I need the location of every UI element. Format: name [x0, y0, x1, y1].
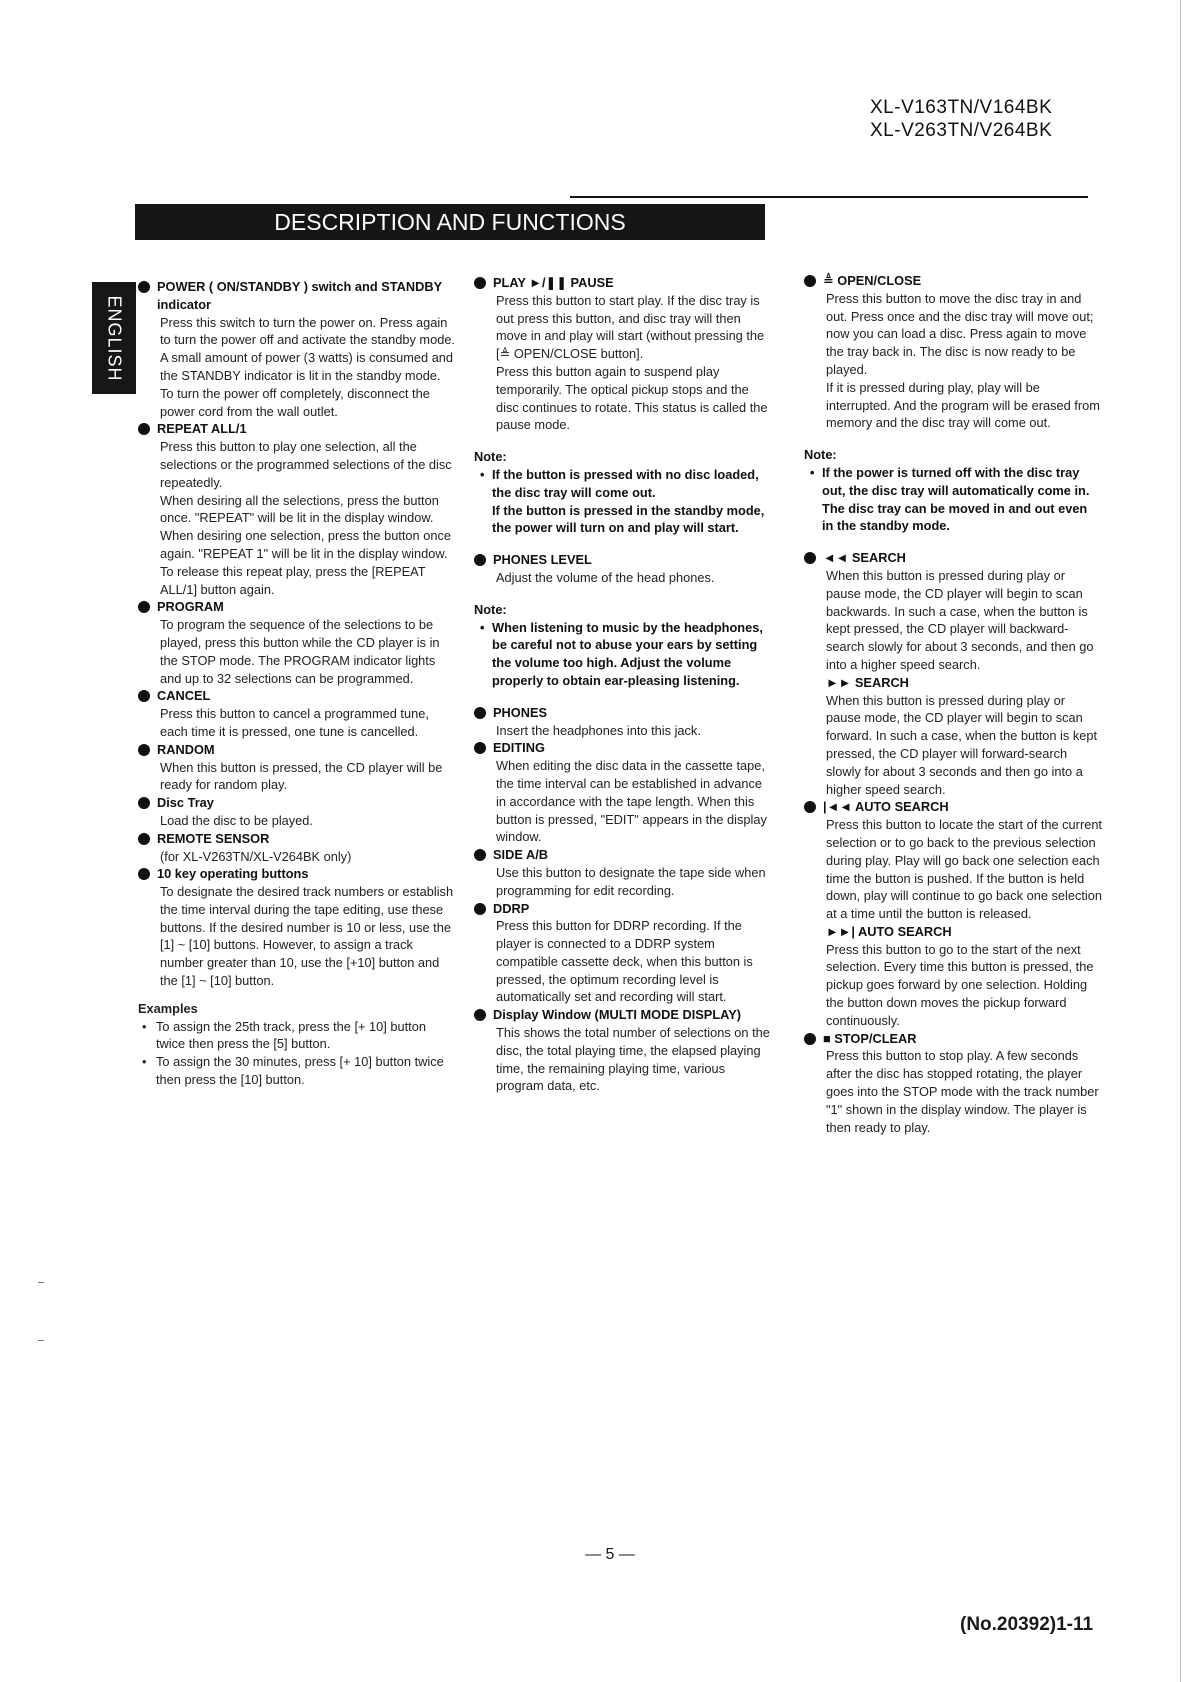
- bullet-icon: [474, 707, 486, 719]
- examples-title: Examples: [138, 1000, 198, 1016]
- item-power: [138, 278, 456, 420]
- item-heading: RANDOM: [157, 741, 215, 757]
- language-label: ENGLISH: [104, 294, 125, 382]
- bullet-dot-icon: •: [480, 619, 485, 635]
- item-cancel: [138, 687, 456, 740]
- item-body: (for XL-V263TN/XL-V264BK only): [160, 848, 352, 864]
- item-auto-search: [804, 798, 1102, 1029]
- item-heading: POWER ( ON/STANDBY ) switch and STANDBY indicator: [157, 279, 442, 312]
- item-heading: ■ STOP/CLEAR: [823, 1030, 917, 1046]
- page-number: — 5 —: [585, 1546, 635, 1563]
- bullet-icon: [804, 275, 816, 287]
- item-body: Use this button to designate the tape side when programming for edit recording.: [496, 864, 766, 898]
- bullet-icon: [474, 554, 486, 566]
- bullet-icon: [138, 868, 150, 880]
- bullet-dot-icon: •: [142, 1018, 147, 1034]
- note-item: [804, 464, 1102, 535]
- item-body: Press this switch to turn the power on. Press again to turn the power off and activate the standby mode.: [160, 314, 455, 348]
- item-heading: PHONES LEVEL: [493, 552, 592, 568]
- item-program: [138, 598, 456, 687]
- item-heading: 10 key operating buttons: [157, 866, 309, 882]
- bullet-icon: [138, 797, 150, 809]
- column-3: [804, 272, 1102, 1136]
- item-body: Adjust the volume of the head phones.: [496, 569, 715, 585]
- item-disc-tray: [138, 794, 456, 830]
- item-heading: PROGRAM: [157, 599, 224, 615]
- bullet-icon: [804, 552, 816, 564]
- bullet-icon: [474, 277, 486, 289]
- note-text: If the power is turned off with the disc tray out, the disc tray will automatically come in.: [822, 464, 1090, 498]
- bullet-icon: [138, 423, 150, 435]
- note-text: When listening to music by the headphones, be careful not to abuse your ears by setting the volume too high. Adjust the volume properly to obtain ear-pleasing listening.: [492, 619, 763, 688]
- item-body: Press this button to go to the start of the next selection. Every time this button is pressed, the pickup goes forward by one selection. Holding the button down moves the pickup forward continuously.: [826, 941, 1094, 1028]
- item-heading: ≜ OPEN/CLOSE: [823, 273, 922, 288]
- item-subheading: ►►| AUTO SEARCH: [826, 923, 952, 939]
- section-banner: [135, 204, 765, 240]
- document-number: (No.20392)1-11: [960, 1614, 1094, 1635]
- item-remote-sensor: [138, 830, 456, 866]
- bullet-icon: [474, 849, 486, 861]
- page-edge-line: [1180, 0, 1181, 1682]
- item-heading: REPEAT ALL/1: [157, 421, 247, 437]
- item-body: Press this button to start play. If the disc tray is out press this button, and disc tray will then move in and play will start (without pressing the [≜ OPEN/CLOSE button].: [496, 292, 765, 362]
- model-numbers: [870, 96, 1130, 142]
- item-body: A small amount of power (3 watts) is consumed and the STANDBY indicator is lit in the standby mode. To turn the power off completely, disconnect the power cord from the wall outlet.: [160, 350, 454, 419]
- item-body: Press this button to locate the start of the current selection or to go back to the previous selection during play. Play will go back one selection each time the button is pushed. If the button is held down, play will continue to go back one selection at a time until the button is released.: [826, 817, 1103, 922]
- item-heading: REMOTE SENSOR: [157, 830, 270, 846]
- note-title: Note:: [804, 447, 837, 463]
- item-body: When this button is pressed during play or pause mode, the CD player will begin to scan forward. In such a case, when the button is kept pressed, the CD player will forward-search slowly for about 3 seconds and then go into a higher speed search.: [826, 692, 1098, 797]
- example-item: [138, 1018, 456, 1054]
- item-body: When this button is pressed during play or pause mode, the CD player will begin to scan backwards. In such a case, when the button is kept pressed, the CD player will backward-search slowly for about 3 seconds, and then go into a higher speed search.: [826, 567, 1094, 672]
- item-body: Insert the headphones into this jack.: [496, 722, 701, 738]
- example-text: To assign the 25th track, press the [+ 10] button twice then press the [5] button.: [156, 1018, 426, 1052]
- note-text: If the button is pressed with no disc loaded, the disc tray will come out.: [492, 466, 759, 500]
- item-heading: PHONES: [493, 704, 548, 720]
- bullet-icon: [138, 744, 150, 756]
- item-body: When editing the disc data in the cassette tape, the time interval can be established in advance in accordance with the tape length. When this button is pressed, "EDIT" appears in the display window.: [496, 758, 767, 845]
- item-open-close: [804, 272, 1102, 432]
- item-phones: [474, 704, 774, 740]
- bullet-dot-icon: •: [480, 466, 485, 482]
- scan-speck: [38, 1282, 44, 1283]
- item-phones-level: [474, 551, 774, 587]
- bullet-icon: [138, 833, 150, 845]
- item-heading: Display Window (MULTI MODE DISPLAY): [493, 1007, 742, 1023]
- item-heading: SIDE A/B: [493, 847, 548, 863]
- item-play-pause: [474, 274, 774, 434]
- example-text: To assign the 30 minutes, press [+ 10] button twice then press the [10] button.: [156, 1054, 444, 1088]
- bullet-icon: [474, 1009, 486, 1021]
- bullet-icon: [804, 1033, 816, 1045]
- bullet-dot-icon: •: [810, 464, 815, 480]
- item-body: Load the disc to be played.: [160, 812, 313, 828]
- item-heading: ◄◄ SEARCH: [823, 550, 906, 566]
- item-search: [804, 549, 1102, 798]
- note-text: If the button is pressed in the standby mode, the power will turn on and play will start.: [492, 502, 765, 536]
- item-body: Press this button to cancel a programmed tune, each time it is pressed, one tune is cancelled.: [160, 706, 429, 739]
- note-title: Note:: [474, 449, 507, 465]
- item-heading: PLAY ►/❚❚ PAUSE: [493, 275, 614, 290]
- item-body: Press this button again to suspend play temporarily. The optical pickup stops and the disc continues to rotate. This status is called the pause mode.: [496, 363, 768, 433]
- header-rule: [570, 196, 1088, 198]
- item-body: To designate the desired track numbers or establish the time interval during the tape editing, use these buttons. If the desired number is 10 or less, use the [1] ~ [10] buttons. However, to assign a track number greater than 10, use the [+10] button and the [1] ~ [10] button.: [160, 884, 454, 989]
- language-tab: [92, 282, 136, 394]
- item-body: Press this button to move the disc tray in and out. Press once and the disc tray will move out; now you can load a disc. Press again to move the tray back in. The disc is now ready to be played.: [826, 290, 1094, 377]
- section-title: DESCRIPTION AND FUNCTIONS: [274, 209, 626, 235]
- item-heading: DDRP: [493, 900, 530, 916]
- bullet-icon: [138, 281, 150, 293]
- item-heading: Disc Tray: [157, 795, 214, 811]
- column-2: [474, 274, 774, 1095]
- model-line-1: XL-V163TN/V164BK: [870, 97, 1053, 118]
- note-item: [474, 466, 774, 537]
- bullet-dot-icon: •: [142, 1054, 147, 1070]
- note-title: Note:: [474, 601, 507, 617]
- column-1: [138, 278, 456, 1089]
- bullet-icon: [804, 801, 816, 813]
- note-item: [474, 619, 774, 690]
- item-editing: [474, 739, 774, 846]
- item-display-window: [474, 1006, 774, 1095]
- item-body: When desiring all the selections, press the button once. "REPEAT" will be lit in the display window. When desiring one selection, press the button once again. "REPEAT 1" will be lit in the display window. To release this repeat play, press the [REPEAT ALL/1] button again.: [160, 492, 451, 597]
- item-body: When this button is pressed, the CD player will be ready for random play.: [160, 759, 443, 793]
- item-random: [138, 741, 456, 794]
- example-item: [138, 1053, 456, 1089]
- item-body: This shows the total number of selections on the disc, the total playing time, the elapsed playing time, the remaining playing time, various program data, etc.: [496, 1025, 770, 1094]
- item-side-ab: [474, 846, 774, 899]
- bullet-icon: [474, 903, 486, 915]
- item-stop-clear: [804, 1030, 1102, 1137]
- item-ten-key: [138, 865, 456, 990]
- bullet-icon: [138, 690, 150, 702]
- model-line-2: XL-V263TN/V264BK: [870, 120, 1053, 141]
- item-body: Press this button to play one selection, all the selections or the programmed selections of the disc repeatedly.: [160, 439, 452, 490]
- item-heading: |◄◄ AUTO SEARCH: [823, 799, 949, 815]
- item-heading: CANCEL: [157, 688, 211, 704]
- item-body: Press this button to stop play. A few seconds after the disc has stopped rotating, the player goes into the STOP mode with the track number "1" shown in the display window. The player is then ready to play.: [826, 1048, 1099, 1135]
- bullet-icon: [474, 742, 486, 754]
- item-ddrp: [474, 900, 774, 1007]
- item-heading: EDITING: [493, 740, 545, 756]
- item-body: To program the sequence of the selections to be played, press this button while the CD player is in the STOP mode. The PROGRAM indicator lights and up to 32 selections can be programmed.: [160, 617, 440, 686]
- item-repeat: [138, 420, 456, 598]
- item-body: If it is pressed during play, play will be interrupted. And the program will be erased from memory and the disc tray will come out.: [826, 379, 1100, 431]
- item-subheading: ►► SEARCH: [826, 674, 909, 690]
- note-text: The disc tray can be moved in and out even in the standby mode.: [822, 500, 1088, 534]
- scan-speck: [38, 1340, 44, 1341]
- bullet-icon: [138, 601, 150, 613]
- item-body: Press this button for DDRP recording. If the player is connected to a DDRP system compatible cassette deck, when this button is pressed, the optimum recording level is automatically set and recording will start.: [496, 918, 753, 1005]
